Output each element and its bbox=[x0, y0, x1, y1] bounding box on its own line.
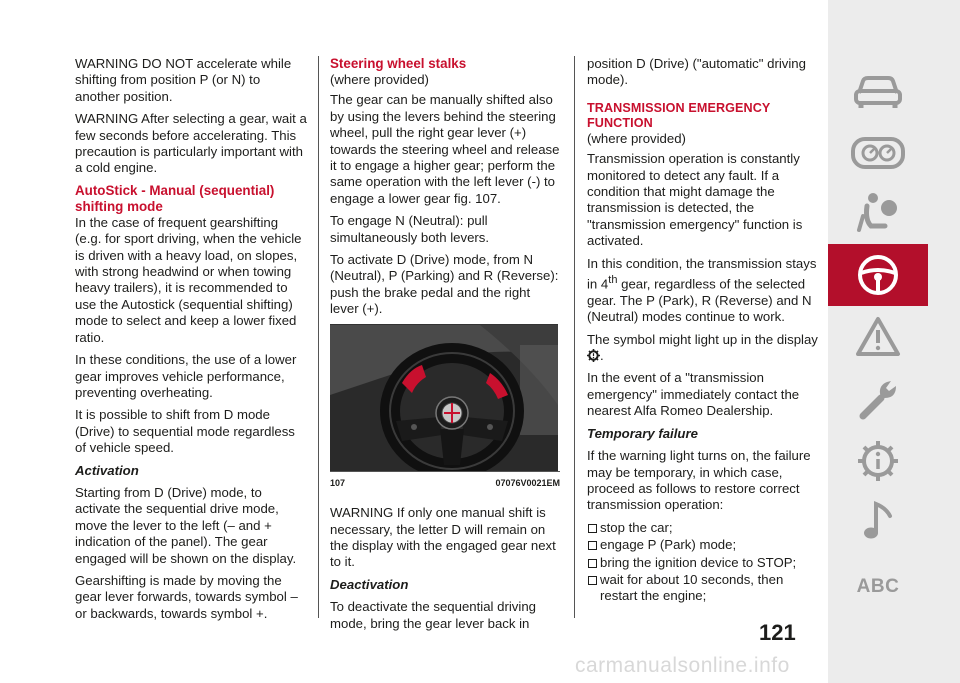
heading-transmission-emergency: TRANSMISSION EMERGENCY FUNCTION bbox=[587, 100, 771, 130]
warning-single-shift: WARNING If only one manual shift is necessary, the letter D will remain on the display with the engaged gear next to it. bbox=[330, 505, 556, 570]
sidebar-item-instruments[interactable] bbox=[828, 122, 928, 184]
sidebar-item-safety[interactable] bbox=[828, 182, 928, 244]
heading-steering-wheel-stalks: Steering wheel stalks bbox=[330, 56, 467, 71]
subheading-deactivation: Deactivation bbox=[330, 576, 409, 592]
sidebar-item-car[interactable] bbox=[828, 60, 928, 122]
paragraph-levers: The gear can be manually shifted also by using the levers behind the steering wheel, pull the right gear lever (+) towards the steering wheel and release it to engage a higher gear; perform the same operation with the left lever (-) to engage a lower gear fig. 107. bbox=[330, 92, 560, 206]
steering-wheel-illustration bbox=[330, 325, 558, 471]
list-item: wait for about 10 seconds, then restart the engine; bbox=[587, 572, 819, 605]
paragraph-drive: To activate D (Drive) mode, from N (Neutral), P (Parking) and R (Reverse): push the brake pedal and the right lever (+). bbox=[330, 252, 559, 317]
sidebar-item-technical-data[interactable] bbox=[828, 430, 928, 492]
paragraph-gearshifting-lever: Gearshifting is made by moving the gear lever forwards, towards symbol – or backwards, towards symbol +. bbox=[75, 572, 298, 621]
sidebar-item-starting-driving[interactable] bbox=[828, 244, 928, 306]
figure-caption bbox=[330, 471, 560, 491]
heading-autostick: AutoStick - Manual (sequential) shifting mode bbox=[75, 182, 275, 214]
column-3 bbox=[587, 56, 819, 606]
paragraph-shift-any-speed: It is possible to shift from D mode (Drive) to sequential mode regardless of vehicle speed. bbox=[75, 407, 295, 456]
list-item: stop the car; bbox=[587, 520, 819, 536]
paragraph-neutral: To engage N (Neutral): pull simultaneously both levers. bbox=[330, 213, 490, 245]
where-provided-note: (where provided) bbox=[587, 130, 686, 146]
wrench-icon bbox=[855, 376, 901, 422]
sidebar-item-maintenance[interactable] bbox=[828, 368, 928, 430]
list-item: engage P (Park) mode; bbox=[587, 537, 819, 553]
music-note-icon bbox=[858, 498, 898, 544]
fourth-gear-superscript: th bbox=[608, 274, 618, 287]
symbol-text: The symbol might light up in the display bbox=[587, 331, 818, 347]
gauges-icon bbox=[851, 135, 905, 171]
paragraph-drive-position: position D (Drive) ("automatic" driving mode). bbox=[587, 56, 806, 88]
paragraph-warning-light: If the warning light turns on, the failure may be temporary, in which case, proceed as follows to restore correct transmission operation: bbox=[587, 448, 811, 513]
airbag-passenger-icon bbox=[855, 190, 901, 236]
sidebar-item-warnings[interactable] bbox=[828, 306, 928, 368]
column-2 bbox=[330, 56, 560, 638]
sidebar-item-multimedia[interactable] bbox=[828, 490, 928, 552]
paragraph-frequent-gearshifting: In the case of frequent gearshifting (e.g. for sport driving, when the vehicle is driven with a heavy load, on slopes, with strong headwind or when towing heavy trailers), it is recommended to use the Autostick (sequential shifting) mode to select and keep a lower fixed ratio. bbox=[75, 214, 302, 345]
where-provided-note: (where provided) bbox=[330, 72, 429, 87]
paragraph-monitored: Transmission operation is constantly monitored to detect any fault. If a condition that might damage the transmission is detected, the "transmission emergency" function is activated. bbox=[587, 151, 803, 249]
fourth-gear-text-a: In this condition, the transmission stays in 4 bbox=[587, 255, 817, 292]
subheading-activation: Activation bbox=[75, 462, 139, 478]
figure-number: 107 bbox=[330, 477, 346, 488]
fourth-gear-text-b: gear, regardless of the selected gear. The P (Park), R (Reverse) and N (Neutral) modes continue to work. bbox=[587, 276, 812, 325]
section-sidebar bbox=[828, 0, 960, 683]
column-1 bbox=[75, 56, 307, 628]
column-divider bbox=[574, 56, 575, 618]
car-icon bbox=[853, 71, 903, 111]
paragraph-symbol: The symbol might light up in the display . bbox=[587, 331, 818, 364]
warning-triangle-icon bbox=[855, 316, 901, 358]
steering-wheel-icon bbox=[856, 253, 900, 297]
list-item: bring the ignition device to STOP; bbox=[587, 555, 819, 571]
paragraph-fourth-gear bbox=[587, 256, 819, 326]
paragraph-lower-gear: In these conditions, the use of a lower gear improves vehicle performance, preventing overheating. bbox=[75, 352, 297, 400]
paragraph-contact-dealer: In the event of a "transmission emergency" immediately contact the nearest Alfa Romeo Dealership. bbox=[587, 370, 800, 419]
transmission-gear-icon bbox=[587, 349, 600, 362]
page-number: 121 bbox=[759, 620, 796, 645]
paragraph-activation: Starting from D (Drive) mode, to activate the sequential drive mode, move the lever to the left (– and + indication of the panel). The gear engaged will be shown on the display. bbox=[75, 484, 297, 566]
watermark: carmanualsonline.info bbox=[575, 654, 790, 677]
abc-index-icon: ABC bbox=[856, 576, 900, 597]
restore-steps-list bbox=[587, 520, 819, 605]
steering-wheel-photo bbox=[330, 324, 558, 471]
figure-code: 07076V0021EM bbox=[495, 477, 560, 488]
column-divider bbox=[318, 56, 319, 618]
subheading-temporary-failure: Temporary failure bbox=[587, 425, 698, 441]
settings-info-icon bbox=[855, 438, 901, 484]
warning-wait-seconds: WARNING After selecting a gear, wait a few seconds before accelerating. This precaution is particularly important with a cold engine. bbox=[75, 111, 307, 176]
paragraph-deactivation: To deactivate the sequential driving mode, bring the gear lever back in bbox=[330, 599, 537, 631]
warning-no-accelerate: WARNING DO NOT accelerate while shifting from position P (or N) to another position. bbox=[75, 56, 292, 104]
sidebar-item-index[interactable] bbox=[828, 556, 928, 618]
